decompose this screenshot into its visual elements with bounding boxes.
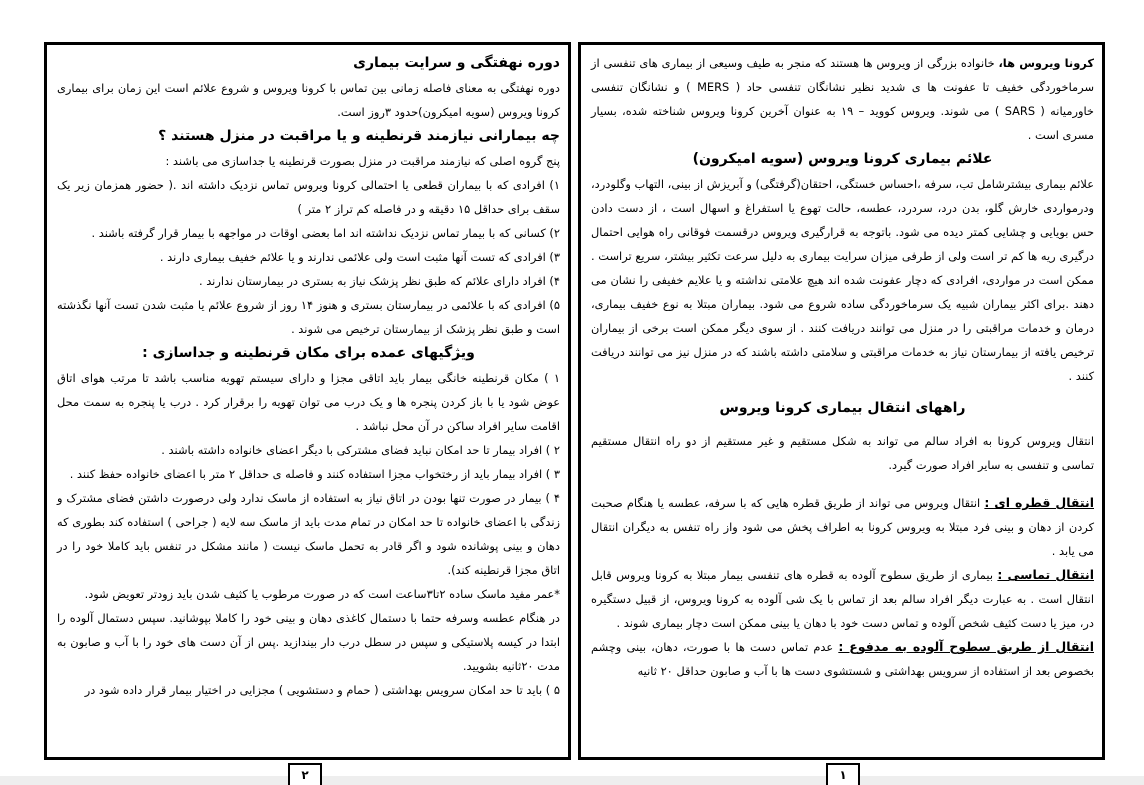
viewer-background-strip <box>0 776 1144 785</box>
feature-item-4: ۴ ) بیمار در صورت تنها بودن در اتاق نیاز به استفاده از ماسک ندارد ولی درصورت داشتن فضای مشترک و زندگی با اعضای خانواده تا حد امکان در تمام مدت باید از ماسک سه لایه ( جراحی ) استفاده کند بطوری که دهان و بینی پوشانده شود و اگر قادر به تحمل ماسک نیست ( مانند مشکل در تنفس باید کاملا خود را در اتاق مجزا قرنطینه کند). <box>57 491 560 577</box>
who-item-1: ۱) افرادی که با بیماران قطعی یا احتمالی کرونا ویروس تماس نزدیک داشته اند .( حضور همزمان زیر یک سقف برای حداقل ۱۵ دقیقه و در فاصله کم تراز ۲ متر ) <box>57 178 560 216</box>
droplet-transmission <box>591 491 1094 563</box>
spacer <box>591 477 1094 491</box>
contact-label: انتقال تماسی : <box>997 567 1094 582</box>
transmission-intro: انتقال ویروس کرونا به افراد سالم می تواند به شکل مستقیم و غیر مستقیم از دو راه انتقال مستقیم تماسی و تنفسی به سایر افراد صورت گیرد. <box>591 434 1094 472</box>
sneeze-note: در هنگام عطسه وسرفه حتما با دستمال کاغذی دهان و بینی خود را کاملا بپوشانید. سپس دستمال آلوده را ابتدا در کیسه پلاستیکی و سپس در سطل درب دار بیندازید .پس از آن دست های خود را با آب و صابون به مدت ۲۰ثانیه بشویید. <box>57 611 560 673</box>
who-item-2: ۲) کسانی که با بیمار تماس نزدیک نداشته اند اما بعضی اوقات در مواجهه با بیمار قرار گرفته باشند . <box>91 226 560 240</box>
who-intro: پنج گروه اصلی که نیازمند مراقبت در منزل بصورت قرنطینه یا جداسازی می باشند : <box>165 154 560 168</box>
contact-text: بیماری از طریق سطوح آلوده به قطره های تنفسی بیمار مبتلا به کرونا ویروس قابل انتقال است . به عبارت دیگر افراد سالم بعد از تماس با یک شی آلوده به کرونا ویروس، از قبیل دستگیره در، میز یا دست کثیف شخص آلوده و تماس دست خود با دهان یا بینی ممکن است دچار بیماری شوند . <box>591 568 1094 630</box>
feature-item-2: ۲ ) افراد بیمار تا حد امکان نباید فضای مشترکی با دیگر اعضای خانواده داشته باشند . <box>161 443 560 457</box>
feature-item-3: ۳ ) افراد بیمار باید از رختخواب مجزا استفاده کنند و فاصله ی حداقل ۲ متر با اعضای خانواده حفظ کنند . <box>69 467 560 481</box>
surface-text: عدم تماس دست ها با صورت، دهان، بینی وچشم بخصوص بعد از استفاده از سرویس بهداشتی و شستشوی دست ها با آب و صابون حداقل ۲۰ ثانیه <box>591 640 1094 678</box>
symptoms-paragraph: علائم بیماری بیشترشامل تب، سرفه ،احساس خستگی، احتقان(گرفتگی) و آبریزش از بینی، التهاب وگلودرد، ودرمواردی خارش گلو، بدن درد، سردرد، عطسه، حالت تهوع یا استفراغ و اسهال است ، از دست دادن حس بویایی و چشایی کمتر دیده می شود. باتوجه به قرارگیری ویروس درقسمت فوقانی راه هوایی احتمال درگیری ریه ها کم تر است ولی از طرفی میزان سرایت بیماری به دلیل سرعت تکثیر بیشتر، سریع تراست . ممکن است در مواردی، افرادی که دچار عفونت شده اند هیچ علامتی نداشته و یا علایم خفیفی را نشان می دهند .برای اکثر بیماران شبیه یک سرماخوردگی ساده شروع می شود. بیماران مبتلا به نوع خفیف بیماری، درمان و خدمات مراقبتی را در منزل می توانند دریافت کنند . از سوی دیگر ممکن است برخی از بیماران ترخیص یافته از بیمارستان نیاز به خدمات مراقبتی و سلامتی داشته باشند که در منزل نیز می توانند دریافت کنند . <box>591 177 1094 383</box>
who-item-5: ۵) افرادی که با علائمی در بیمارستان بستری و هنوز ۱۴ روز از شروع علائم یا مثبت شدن تست آنها نگذشته است و طبق نظر پزشک از بیمارستان ترخیص می شوند . <box>57 298 560 336</box>
surface-label: انتقال از طریق سطوح آلوده به مدفوع : <box>838 639 1094 654</box>
page-number-1: ۱ <box>826 763 860 785</box>
incubation-paragraph: دوره نهفتگی به معنای فاصله زمانی بین تماس با کرونا ویروس و شروع علائم است این زمان برای بیماری کرونا ویروس (سویه امیکرون)حدود ۳روز است. <box>57 81 560 119</box>
intro-text: خانواده بزرگی از ویروس ها هستند که منجر به طیف وسیعی از بیماری های تنفسی از سرماخوردگی خفیف تا عفونت ها ی شدید نظیر نشانگان تنفسی حاد ( MERS ) و نشانگان تنفسی خاورمیانه ( SARS ) می شوند. ویروس کووید – ۱۹ به عنوان آخرین کرونا ویروس شناخته شده، بسیار مسری است . <box>591 56 1094 142</box>
bathroom-item: ۵ ) باید تا حد امکان سرویس بهداشتی ( حمام و دستشویی ) مجزایی در اختیار بیمار قرار داده شود در <box>84 683 560 697</box>
intro-paragraph <box>591 51 1094 147</box>
droplet-text: انتقال ویروس می تواند از طریق قطره هایی که با سرفه، عطسه یا هنگام صحبت کردن از دهان و بینی فرد مبتلا به ویروس کرونا به اطراف پخش می شود واز راه تنفس به دیگران انتقال می یابد . <box>591 496 1094 558</box>
who-item-4: ۴) افراد دارای علائم که طبق نظر پزشک نیاز به بستری در بیمارستان ندارند . <box>198 274 560 288</box>
incubation-heading: دوره نهفتگی و سرایت بیماری <box>353 55 560 71</box>
droplet-label: انتقال قطره ای : <box>984 495 1095 510</box>
page-2-content <box>57 51 560 753</box>
mask-note: *عمر مفید ماسک ساده ۲تا۳ساعت است که در صورت مرطوب یا کثیف شدن باید زودتر تعویض شود. <box>84 587 560 601</box>
page-number-2: ۲ <box>288 763 322 785</box>
who-needs-quarantine-heading: چه بیمارانی نیازمند قرنطینه و یا مراقبت در منزل هستند ؟ <box>158 128 560 144</box>
intro-bold-term: کرونا ویروس ها، <box>998 56 1094 70</box>
spacer <box>591 421 1094 429</box>
quarantine-features-heading: ویژگیهای عمده برای مکان قرنطینه و جداسازی : <box>142 345 475 361</box>
symptoms-heading: علائم بیماری کرونا ویروس (سویه امیکرون) <box>692 151 993 167</box>
contact-transmission <box>591 563 1094 635</box>
page-1-content <box>591 51 1094 753</box>
transmission-heading: راههای انتقال بیماری کرونا ویروس <box>719 400 966 416</box>
who-item-3: ۳) افرادی که تست آنها مثبت است ولی علائمی ندارند و یا علائم خفیف بیماری دارند . <box>159 250 560 264</box>
spacer <box>591 388 1094 396</box>
feature-item-1: ۱ ) مکان قرنطینه خانگی بیمار باید اتاقی مجزا و دارای سیستم تهویه مناسب باشد تا مرتب هوای اتاق عوض شود یا با باز کردن پنجره ها و یک درب می توان تهویه را برقرار کرد . درب یا پنجره به سمت محل اقامت سایر افراد ساکن در آن محل نباشد . <box>57 371 560 433</box>
document-page-1 <box>578 42 1105 760</box>
document-page-2 <box>44 42 571 760</box>
surface-transmission <box>591 635 1094 683</box>
